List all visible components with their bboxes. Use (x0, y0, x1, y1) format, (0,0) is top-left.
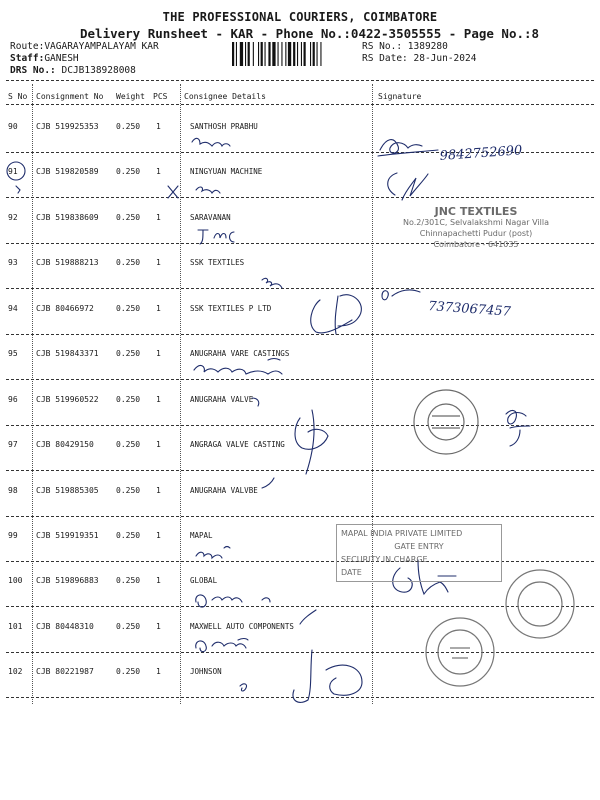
row-pcs: 1 (156, 304, 161, 313)
rs-date-value: 28-Jun-2024 (413, 53, 477, 64)
row-consignment-no: CJB 80221987 (36, 667, 94, 676)
row-sno: 92 (8, 213, 18, 222)
staff-label: Staff: (10, 53, 45, 64)
mapal-stamp-line: DATE (341, 568, 362, 577)
phone-90: 9842752690 (439, 143, 523, 164)
tamil-signature-101 (196, 639, 248, 652)
runsheet-subtitle: Delivery Runsheet - KAR - Phone No.:0422-3505555 - Page No.:8 (80, 26, 540, 41)
row-consignee: ANUGRAHA VARE CASTINGS (190, 349, 290, 358)
signature-94 (311, 295, 362, 334)
row-consignee: MAXWELL AUTO COMPONENTS (190, 622, 294, 631)
row-sno: 98 (8, 486, 18, 495)
row-consignment-no: CJB 80448310 (36, 622, 94, 631)
row-pcs: 1 (156, 576, 161, 585)
row-weight: 0.250 (116, 486, 141, 495)
row-weight: 0.250 (116, 167, 141, 176)
row-consignment-no: CJB 80466972 (36, 304, 94, 313)
tick-mark (16, 186, 20, 193)
row-consignee: SSK TEXTILES P LTD (190, 304, 272, 313)
jnc-textiles-stamp (378, 206, 574, 250)
rs-no-label: RS No.: (362, 41, 403, 52)
signature-92 (198, 230, 234, 244)
row-pcs: 1 (156, 258, 161, 267)
row-pcs: 1 (156, 122, 161, 131)
rs-date-label: RS Date: (362, 53, 408, 64)
row-consignment-no: CJB 519925353 (36, 122, 99, 131)
row-consignment-no: CJB 519896883 (36, 576, 99, 585)
row-weight: 0.250 (116, 213, 141, 222)
row-sno: 94 (8, 304, 18, 313)
row-weight: 0.250 (116, 531, 141, 540)
col-pcs: PCS (153, 92, 168, 101)
company-title: THE PROFESSIONAL COURIERS, COIMBATORE (162, 10, 438, 24)
row-consignment-no: CJB 519919351 (36, 531, 99, 540)
row-weight: 0.250 (116, 304, 141, 313)
row-sno: 101 (8, 622, 23, 631)
row-consignment-no: CJB 80429150 (36, 440, 94, 449)
tamil-scrawl (196, 187, 220, 193)
row-consignment-no: CJB 519888213 (36, 258, 99, 267)
row-pcs: 1 (156, 531, 161, 540)
signature-102 (240, 650, 362, 702)
row-consignee: ANUGRAHA VALVE (190, 395, 254, 404)
jnc-stamp-line: No.2/301C, Selvalakshmi Nagar Villa (403, 218, 549, 227)
signature-91 (388, 173, 428, 200)
signature-98 (262, 478, 274, 488)
row-pcs: 1 (156, 486, 161, 495)
row-weight: 0.250 (116, 258, 141, 267)
rs-no-value: 1389280 (407, 41, 448, 52)
row-sno: 102 (8, 667, 23, 676)
tamil-scrawl (196, 547, 230, 559)
row-consignee: NINGYUAN MACHINE (190, 167, 263, 176)
col-details: Consignee Details (184, 92, 266, 101)
circle-mark (7, 162, 25, 180)
company-seal-stamp (506, 570, 574, 638)
row-pcs: 1 (156, 213, 161, 222)
round-seal-stamp (426, 618, 494, 686)
row-consignee: MAPAL (190, 531, 213, 540)
mapal-stamp-line: SECURITY IN CHARGE (341, 555, 428, 564)
row-consignment-no: CJB 519843371 (36, 349, 99, 358)
row-sno: 90 (8, 122, 18, 131)
col-signature: Signature (378, 92, 422, 101)
jnc-stamp-line: Chinnapachetti Pudur (post) (419, 229, 533, 238)
col-weight: Weight (116, 92, 145, 101)
row-consignee: JOHNSON (190, 667, 222, 676)
row-weight: 0.250 (116, 395, 141, 404)
row-sno: 97 (8, 440, 18, 449)
row-weight: 0.250 (116, 667, 141, 676)
row-sno: 91 (8, 167, 18, 176)
cross-mark (168, 186, 178, 198)
row-sno: 99 (8, 531, 18, 540)
row-weight: 0.250 (116, 622, 141, 631)
row-sno: 93 (8, 258, 18, 267)
row-consignment-no: CJB 519960522 (36, 395, 99, 404)
row-consignment-no: CJB 519838609 (36, 213, 99, 222)
row-consignee: GLOBAL (190, 576, 218, 585)
drs-value: DCJB138928008 (61, 65, 136, 76)
signature-96b (506, 411, 530, 446)
jnc-stamp-title: JNC TEXTILES (434, 205, 518, 218)
row-pcs: 1 (156, 622, 161, 631)
row-pcs: 1 (156, 667, 161, 676)
tamil-signature-100 (196, 595, 270, 607)
valve-company-stamp (414, 390, 478, 454)
row-consignment-no: CJB 519820589 (36, 167, 99, 176)
row-pcs: 1 (156, 349, 161, 358)
signature-96 (252, 398, 328, 474)
signature-101b (300, 610, 316, 624)
route-value: VAGARAYAMPALAYAM KAR (44, 41, 159, 52)
row-pcs: 1 (156, 167, 161, 176)
row-consignee: SARAVANAN (190, 213, 231, 222)
row-consignee: ANGRAGA VALVE CASTING (190, 440, 285, 449)
mapal-stamp-line: GATE ENTRY (394, 542, 444, 551)
drs-label: DRS No.: (10, 65, 56, 76)
route-label: Route: (10, 41, 45, 52)
staff-value: GANESH (44, 53, 79, 64)
jnc-stamp-line: Coimbatore - 641035 (433, 240, 519, 249)
mapal-gate-stamp (336, 524, 502, 582)
row-pcs: 1 (156, 440, 161, 449)
row-consignee: SANTHOSH PRABHU (190, 122, 258, 131)
row-weight: 0.250 (116, 122, 141, 131)
row-weight: 0.250 (116, 576, 141, 585)
initials-94 (382, 290, 420, 300)
signature-90 (378, 140, 438, 156)
row-sno: 100 (8, 576, 23, 585)
signature-93 (262, 278, 282, 288)
row-consignment-no: CJB 519885305 (36, 486, 99, 495)
tamil-scrawl (192, 138, 230, 146)
tamil-signature-95 (194, 359, 282, 375)
mapal-stamp-line: MAPAL INDIA PRIVATE LIMITED (341, 529, 463, 538)
row-weight: 0.250 (116, 440, 141, 449)
row-consignee: SSK TEXTILES (190, 258, 245, 267)
col-consignment: Consignment No (36, 92, 104, 101)
row-consignee: ANUGRAHA VALVBE (190, 486, 258, 495)
row-sno: 96 (8, 395, 18, 404)
row-pcs: 1 (156, 395, 161, 404)
phone-94: 7373067457 (427, 299, 512, 320)
row-weight: 0.250 (116, 349, 141, 358)
row-sno: 95 (8, 349, 18, 358)
col-sno: S No (8, 92, 28, 101)
